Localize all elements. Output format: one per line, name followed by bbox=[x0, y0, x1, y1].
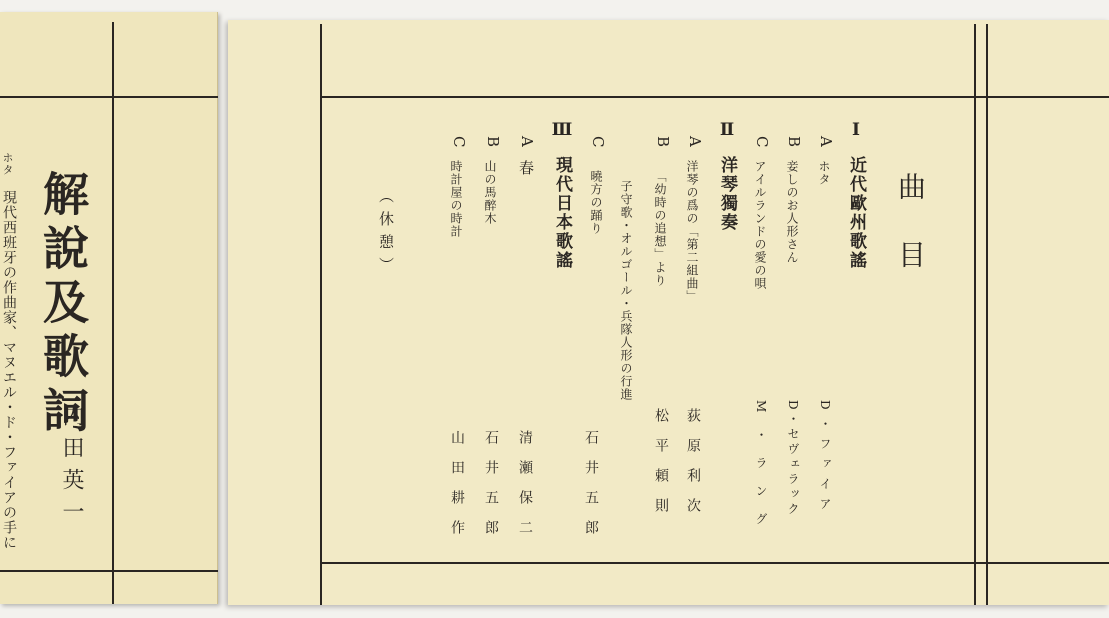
section-3-numeral: Ⅲ bbox=[552, 120, 572, 142]
rule-left-outer bbox=[320, 24, 322, 605]
section-2-numeral: Ⅱ bbox=[717, 120, 737, 142]
item-1c-title: アイルランドの愛の唄 bbox=[753, 160, 767, 290]
rule-top bbox=[320, 96, 1109, 98]
rule-right-inner bbox=[974, 24, 976, 605]
item-3c-title: 時計屋の時計 bbox=[449, 160, 463, 238]
page-title: 解說及歌詞 bbox=[36, 170, 90, 440]
item-1c-composer: M・ラング bbox=[754, 400, 768, 541]
item-3a-title: 春 bbox=[517, 160, 535, 176]
item-2c-letter: C bbox=[589, 136, 607, 149]
item-1b-letter: B bbox=[785, 136, 803, 149]
section-2-title: 洋琴獨奏 bbox=[717, 156, 737, 232]
item-3a-composer: 清瀬保二 bbox=[517, 430, 533, 550]
rule-bottom bbox=[320, 562, 1109, 564]
intermission-label: （休憩） bbox=[377, 188, 395, 280]
left-page bbox=[0, 12, 218, 604]
note-text: 現代西班牙の作曲家、マヌエル・ド・ファイアの手に bbox=[1, 190, 17, 550]
rule-right-outer bbox=[986, 24, 988, 605]
item-1a-letter: A bbox=[817, 136, 835, 148]
left-rule-vertical bbox=[112, 22, 114, 604]
item-2b-title: 「幼時の追想」より bbox=[653, 170, 667, 287]
section-1-title: 近代歐州歌謠 bbox=[846, 156, 866, 270]
program-heading: 曲目 bbox=[894, 172, 927, 308]
right-page bbox=[228, 20, 1109, 605]
item-2b-letter: B bbox=[654, 136, 672, 149]
left-rule-top bbox=[0, 96, 218, 98]
item-3b-title: 山の馬醉木 bbox=[483, 160, 497, 225]
item-3c-letter: C bbox=[450, 136, 468, 149]
item-2a-title: 洋琴の爲の「第二組曲」 bbox=[685, 160, 699, 303]
item-3a-letter: A bbox=[518, 136, 536, 148]
item-3b-letter: B bbox=[484, 136, 502, 149]
item-2b-composer: 松平頼則 bbox=[653, 408, 669, 528]
item-2a-letter: A bbox=[686, 136, 704, 148]
item-1a-title: ホタ bbox=[817, 160, 831, 186]
item-2a-composer: 荻原利次 bbox=[685, 408, 701, 528]
item-2b-subtitle: 子守歌・オルゴール・兵隊人形の行進 bbox=[619, 180, 633, 401]
item-2c-title: 曉方の踊り bbox=[589, 170, 603, 235]
item-1c-letter: C bbox=[753, 136, 771, 149]
item-1a-composer: D・ファイア bbox=[818, 400, 832, 518]
item-1b-composer: D・セヴェラック bbox=[786, 400, 800, 518]
left-rule-bottom bbox=[0, 570, 218, 572]
item-3b-composer: 石井五郎 bbox=[483, 430, 499, 550]
item-3c-composer: 山田耕作 bbox=[449, 430, 465, 550]
section-1-numeral: Ⅰ bbox=[846, 120, 866, 142]
item-2c-composer: 石井五郎 bbox=[583, 430, 599, 550]
section-3-title: 現代日本歌謠 bbox=[552, 156, 572, 270]
item-1b-title: 妾しのお人形さん bbox=[785, 160, 799, 264]
author-name: 内田英一 bbox=[59, 404, 84, 532]
note-label: ホタ bbox=[1, 152, 14, 176]
